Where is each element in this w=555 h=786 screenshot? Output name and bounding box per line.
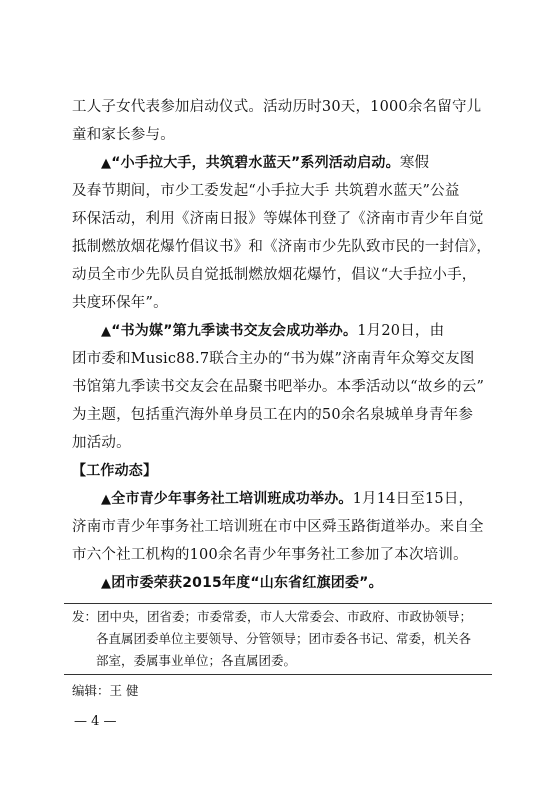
news-item-title: 团市委荣获2015年度“山东省红旗团委”。: [111, 575, 383, 591]
distribution-label: 发：: [72, 609, 98, 624]
paragraph-line: 为主题，包括重汽海外单身员工在内的50余名泉城单身青年参: [72, 407, 474, 423]
section-heading: [72, 457, 492, 485]
paragraph-line: 环保活动，利用《济南日报》等媒体刊登了《济南市青少年自觉: [72, 211, 484, 227]
distribution-line: [72, 606, 492, 628]
distribution-text: 团中央，团省委；市委常委，市人大常委会、市政府、市政协领导；: [97, 609, 473, 624]
editor-credit: 编辑：王 健: [72, 683, 139, 698]
paragraph-line: 共度环保年”。: [72, 295, 168, 311]
divider-bottom: [64, 674, 492, 675]
paragraph-text: 寒假: [399, 155, 430, 171]
paragraph-text: 1月20日，由: [357, 323, 445, 339]
paragraph-line: 工人子女代表参加启动仪式。活动历时30天，1000余名留守儿: [72, 99, 482, 115]
news-item-heading: [72, 149, 492, 177]
distribution-line: 各直属团委单位主要领导、分管领导；团市委各书记、常委，机关各: [96, 631, 472, 646]
paragraph-line: 加活动。: [72, 435, 131, 451]
triangle-bullet-icon: ▲: [101, 576, 112, 591]
triangle-bullet-icon: ▲: [101, 156, 112, 171]
news-item-title: “小手拉大手，共筑碧水蓝天”系列活动启动。: [111, 155, 400, 171]
page-number: — 4 —: [74, 714, 117, 729]
news-item-title: “书为媒”第九季读书交友会成功举办。: [111, 323, 358, 339]
section-title: 【工作动态】: [72, 463, 158, 479]
paragraph-text: 1月14日至15日，: [352, 491, 474, 507]
distribution-line: 部室，委属事业单位；各直属团委。: [96, 653, 297, 668]
paragraph-line: 书馆第九季读书交友会在品聚书吧举办。本季活动以“故乡的云”: [72, 379, 485, 395]
paragraph-line: 动员全市少先队员自觉抵制燃放烟花爆竹，倡议“大手拉小手，: [72, 267, 477, 283]
news-item-heading: [72, 569, 492, 597]
paragraph-line: 及春节期间，市少工委发起“小手拉大手 共筑碧水蓝天”公益: [72, 183, 460, 199]
paragraph-line: 团市委和Music88.7联合主办的“书为媒”济南青年众筹交友图: [72, 351, 475, 367]
distribution-list: [72, 606, 492, 672]
paragraph-line: 市六个社工机构的100余名青少年事务社工参加了本次培训。: [72, 547, 468, 563]
triangle-bullet-icon: ▲: [101, 324, 112, 339]
body-text: [72, 93, 492, 597]
paragraph-line: 童和家长参与。: [72, 127, 175, 143]
divider-top: [64, 603, 492, 604]
news-item-heading: [72, 317, 492, 345]
news-item-heading: [72, 485, 492, 513]
news-item-title: 全市青少年事务社工培训班成功举办。: [111, 491, 353, 507]
paragraph-line: 抵制燃放烟花爆竹倡议书》和《济南市少先队致市民的一封信》，: [72, 239, 492, 255]
paragraph-line: 济南市青少年事务社工培训班在市中区舜玉路街道举办。来自全: [72, 519, 484, 535]
triangle-bullet-icon: ▲: [101, 492, 112, 507]
